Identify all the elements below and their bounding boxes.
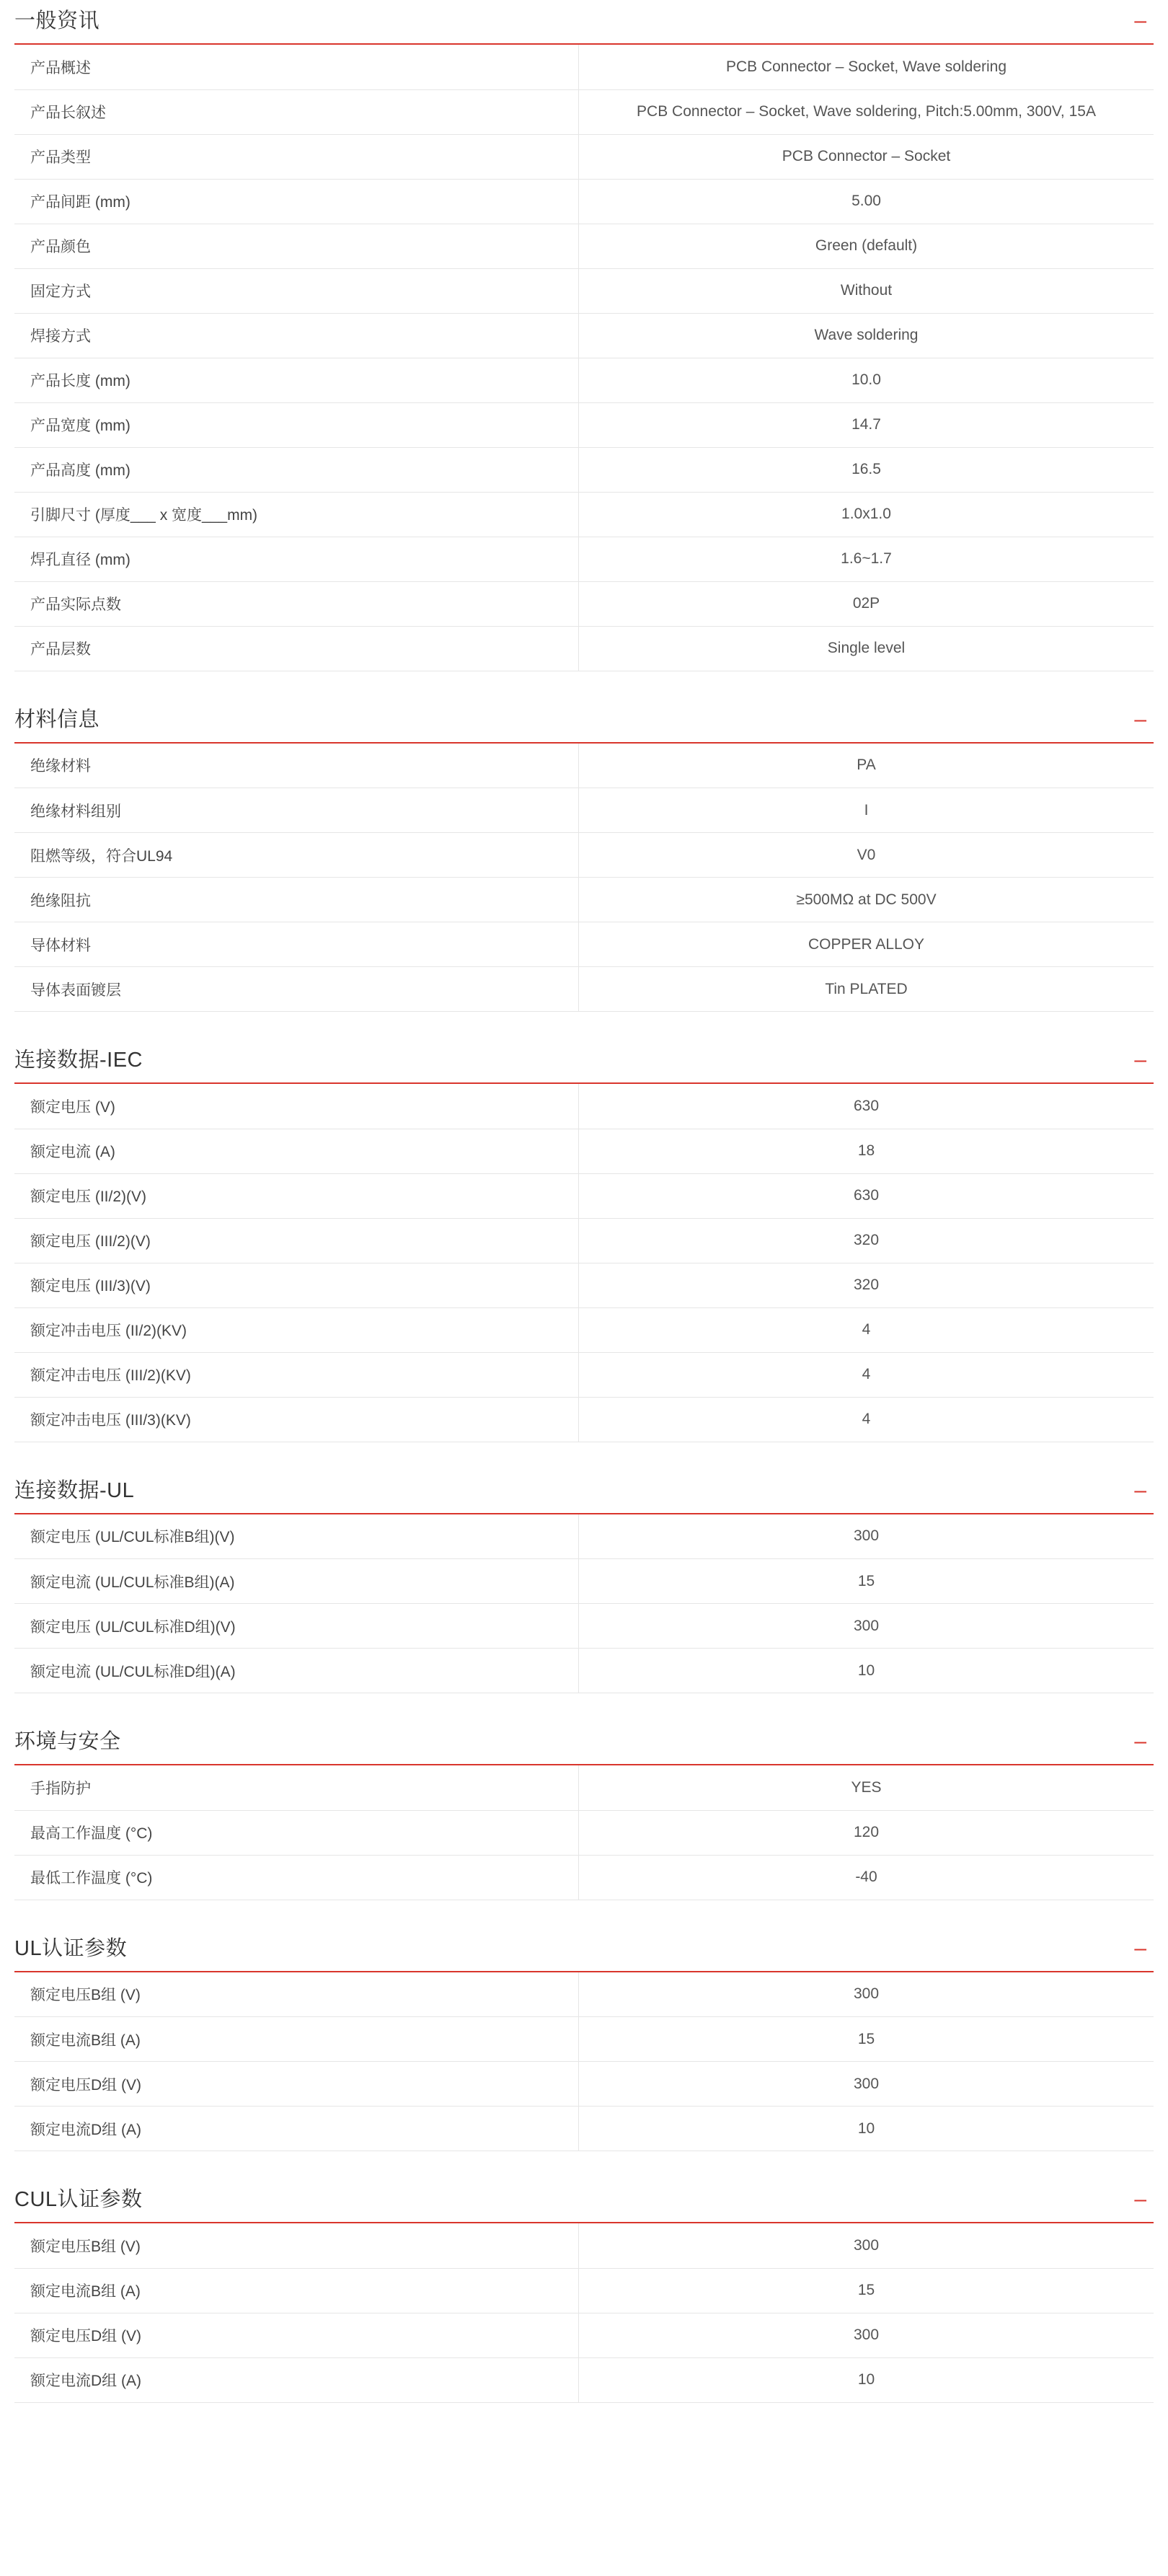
table-row <box>14 1352 1154 1397</box>
spec-label: 额定电流 (UL/CUL标准B组)(A) <box>14 1559 579 1604</box>
section-header <box>14 1938 1154 1972</box>
table-row <box>14 744 1154 788</box>
spec-label: 额定冲击电压 (III/3)(KV) <box>14 1397 579 1442</box>
table-row <box>14 1765 1154 1810</box>
table-row <box>14 224 1154 268</box>
spec-value: 4 <box>579 1397 1154 1442</box>
spec-table <box>14 744 1154 1013</box>
table-row <box>14 581 1154 626</box>
spec-value: 15 <box>579 1559 1154 1604</box>
spec-value: PA <box>579 744 1154 788</box>
section-title: CUL认证参数 <box>14 2188 143 2212</box>
spec-value: 320 <box>579 1263 1154 1307</box>
table-row <box>14 1263 1154 1307</box>
spec-section <box>14 2189 1154 2403</box>
table-row <box>14 2062 1154 2107</box>
spec-value: 02P <box>579 581 1154 626</box>
table-row <box>14 1307 1154 1352</box>
spec-label: 绝缘阻抗 <box>14 878 579 922</box>
spec-table <box>14 45 1154 671</box>
table-row <box>14 537 1154 581</box>
spec-label: 绝缘材料 <box>14 744 579 788</box>
section-title: 材料信息 <box>14 707 100 731</box>
section-header <box>14 1480 1154 1514</box>
table-row <box>14 402 1154 447</box>
table-row <box>14 1129 1154 1173</box>
spec-value: 300 <box>579 1604 1154 1649</box>
spec-label: 额定冲击电压 (II/2)(KV) <box>14 1307 579 1352</box>
collapse-minus-icon[interactable]: – <box>1134 9 1146 32</box>
spec-value: 630 <box>579 1084 1154 1129</box>
table-row <box>14 45 1154 89</box>
spec-value: 300 <box>579 2062 1154 2107</box>
spec-section <box>14 1480 1154 1694</box>
table-row <box>14 1084 1154 1129</box>
spec-value: 4 <box>579 1307 1154 1352</box>
spec-label: 额定电压 (II/2)(V) <box>14 1173 579 1218</box>
spec-value: Green (default) <box>579 224 1154 268</box>
spec-value: ≥500MΩ at DC 500V <box>579 878 1154 922</box>
spec-table <box>14 1084 1154 1442</box>
spec-label: 额定电流D组 (A) <box>14 2357 579 2402</box>
spec-value: 14.7 <box>579 402 1154 447</box>
spec-label: 产品高度 (mm) <box>14 447 579 492</box>
spec-value: 300 <box>579 2223 1154 2268</box>
table-row <box>14 788 1154 833</box>
spec-value: 18 <box>579 1129 1154 1173</box>
spec-label: 产品层数 <box>14 626 579 671</box>
spec-label: 额定电流D组 (A) <box>14 2107 579 2151</box>
spec-label: 额定电压 (UL/CUL标准B组)(V) <box>14 1514 579 1559</box>
spec-label: 绝缘材料组别 <box>14 788 579 833</box>
section-header <box>14 709 1154 744</box>
spec-label: 额定电流 (UL/CUL标准D组)(A) <box>14 1649 579 1693</box>
spec-value: COPPER ALLOY <box>579 922 1154 967</box>
spec-label: 额定电压D组 (V) <box>14 2313 579 2357</box>
spec-label: 产品间距 (mm) <box>14 179 579 224</box>
spec-label: 额定冲击电压 (III/2)(KV) <box>14 1352 579 1397</box>
table-row <box>14 1397 1154 1442</box>
spec-label: 固定方式 <box>14 268 579 313</box>
section-title: 连接数据-IEC <box>14 1049 143 1072</box>
spec-value: 10.0 <box>579 358 1154 402</box>
table-row <box>14 447 1154 492</box>
spec-value: 15 <box>579 2268 1154 2313</box>
spec-section <box>14 1731 1154 1900</box>
spec-label: 额定电压 (UL/CUL标准D组)(V) <box>14 1604 579 1649</box>
table-row <box>14 492 1154 537</box>
table-row <box>14 2223 1154 2268</box>
spec-label: 产品长叙述 <box>14 89 579 134</box>
spec-label: 产品颜色 <box>14 224 579 268</box>
table-row <box>14 1649 1154 1693</box>
spec-label: 额定电压D组 (V) <box>14 2062 579 2107</box>
section-header <box>14 1731 1154 1765</box>
spec-label: 产品实际点数 <box>14 581 579 626</box>
collapse-minus-icon[interactable]: – <box>1134 1936 1146 1960</box>
table-row <box>14 179 1154 224</box>
table-row <box>14 878 1154 922</box>
section-title: UL认证参数 <box>14 1936 128 1960</box>
collapse-minus-icon[interactable]: – <box>1134 1729 1146 1753</box>
table-row <box>14 2357 1154 2402</box>
spec-label: 额定电压 (III/3)(V) <box>14 1263 579 1307</box>
spec-value: PCB Connector – Socket <box>579 134 1154 179</box>
spec-table <box>14 1514 1154 1694</box>
section-header <box>14 1049 1154 1084</box>
spec-label: 导体表面镀层 <box>14 967 579 1012</box>
table-row <box>14 268 1154 313</box>
spec-value: YES <box>579 1765 1154 1810</box>
table-row <box>14 358 1154 402</box>
spec-value: 4 <box>579 1352 1154 1397</box>
section-title: 环境与安全 <box>14 1730 121 1754</box>
spec-value: 120 <box>579 1810 1154 1855</box>
spec-label: 手指防护 <box>14 1765 579 1810</box>
spec-table <box>14 1765 1154 1900</box>
spec-value: 300 <box>579 1972 1154 2017</box>
spec-label: 焊孔直径 (mm) <box>14 537 579 581</box>
spec-label: 最低工作温度 (°C) <box>14 1855 579 1900</box>
table-row <box>14 1855 1154 1900</box>
collapse-minus-icon[interactable]: – <box>1134 707 1146 731</box>
spec-value: 16.5 <box>579 447 1154 492</box>
spec-value: I <box>579 788 1154 833</box>
spec-value: 15 <box>579 2017 1154 2062</box>
spec-value: 1.6~1.7 <box>579 537 1154 581</box>
table-row <box>14 626 1154 671</box>
spec-label: 额定电流B组 (A) <box>14 2017 579 2062</box>
spec-section <box>14 1049 1154 1442</box>
spec-label: 引脚尺寸 (厚度___ x 宽度___mm) <box>14 492 579 537</box>
collapse-minus-icon[interactable]: – <box>1134 1478 1146 1502</box>
spec-value: Single level <box>579 626 1154 671</box>
table-row <box>14 1514 1154 1559</box>
spec-label: 焊接方式 <box>14 313 579 358</box>
table-row <box>14 89 1154 134</box>
spec-table <box>14 2223 1154 2403</box>
section-header <box>14 0 1154 45</box>
spec-section <box>14 1938 1154 2152</box>
spec-value: 300 <box>579 1514 1154 1559</box>
collapse-minus-icon[interactable]: – <box>1134 2187 1146 2211</box>
spec-section <box>14 709 1154 1013</box>
table-row <box>14 2017 1154 2062</box>
spec-label: 最高工作温度 (°C) <box>14 1810 579 1855</box>
table-row <box>14 313 1154 358</box>
spec-value: 300 <box>579 2313 1154 2357</box>
spec-label: 额定电压B组 (V) <box>14 2223 579 2268</box>
table-row <box>14 2107 1154 2151</box>
spec-label: 额定电压 (III/2)(V) <box>14 1218 579 1263</box>
section-title: 连接数据-UL <box>14 1478 135 1502</box>
table-row <box>14 2313 1154 2357</box>
spec-value: Without <box>579 268 1154 313</box>
spec-value: Tin PLATED <box>579 967 1154 1012</box>
spec-label: 额定电流B组 (A) <box>14 2268 579 2313</box>
table-row <box>14 1972 1154 2017</box>
table-row <box>14 2268 1154 2313</box>
spec-value: V0 <box>579 833 1154 878</box>
table-row <box>14 967 1154 1012</box>
spec-label: 额定电压B组 (V) <box>14 1972 579 2017</box>
spec-value: PCB Connector – Socket, Wave soldering, Pitch:5.00mm, 300V, 15A <box>579 89 1154 134</box>
table-row <box>14 1810 1154 1855</box>
spec-label: 导体材料 <box>14 922 579 967</box>
table-row <box>14 1218 1154 1263</box>
spec-value: 10 <box>579 2107 1154 2151</box>
spec-value: Wave soldering <box>579 313 1154 358</box>
spec-value: 320 <box>579 1218 1154 1263</box>
spec-value: 630 <box>579 1173 1154 1218</box>
table-row <box>14 833 1154 878</box>
spec-value: 5.00 <box>579 179 1154 224</box>
spec-value: 10 <box>579 2357 1154 2402</box>
table-row <box>14 1559 1154 1604</box>
table-row <box>14 1604 1154 1649</box>
table-row <box>14 134 1154 179</box>
section-title: 一般资讯 <box>14 9 100 33</box>
spec-label: 额定电流 (A) <box>14 1129 579 1173</box>
collapse-minus-icon[interactable]: – <box>1134 1048 1146 1072</box>
spec-label: 产品类型 <box>14 134 579 179</box>
spec-value: 10 <box>579 1649 1154 1693</box>
table-row <box>14 922 1154 967</box>
spec-value: PCB Connector – Socket, Wave soldering <box>579 45 1154 89</box>
spec-value: -40 <box>579 1855 1154 1900</box>
spec-value: 1.0x1.0 <box>579 492 1154 537</box>
spec-label: 产品宽度 (mm) <box>14 402 579 447</box>
spec-label: 额定电压 (V) <box>14 1084 579 1129</box>
spec-label: 产品概述 <box>14 45 579 89</box>
spec-label: 产品长度 (mm) <box>14 358 579 402</box>
spec-table <box>14 1972 1154 2152</box>
section-header <box>14 2189 1154 2223</box>
table-row <box>14 1173 1154 1218</box>
spec-section <box>14 0 1154 671</box>
spec-label: 阻燃等级，符合UL94 <box>14 833 579 878</box>
